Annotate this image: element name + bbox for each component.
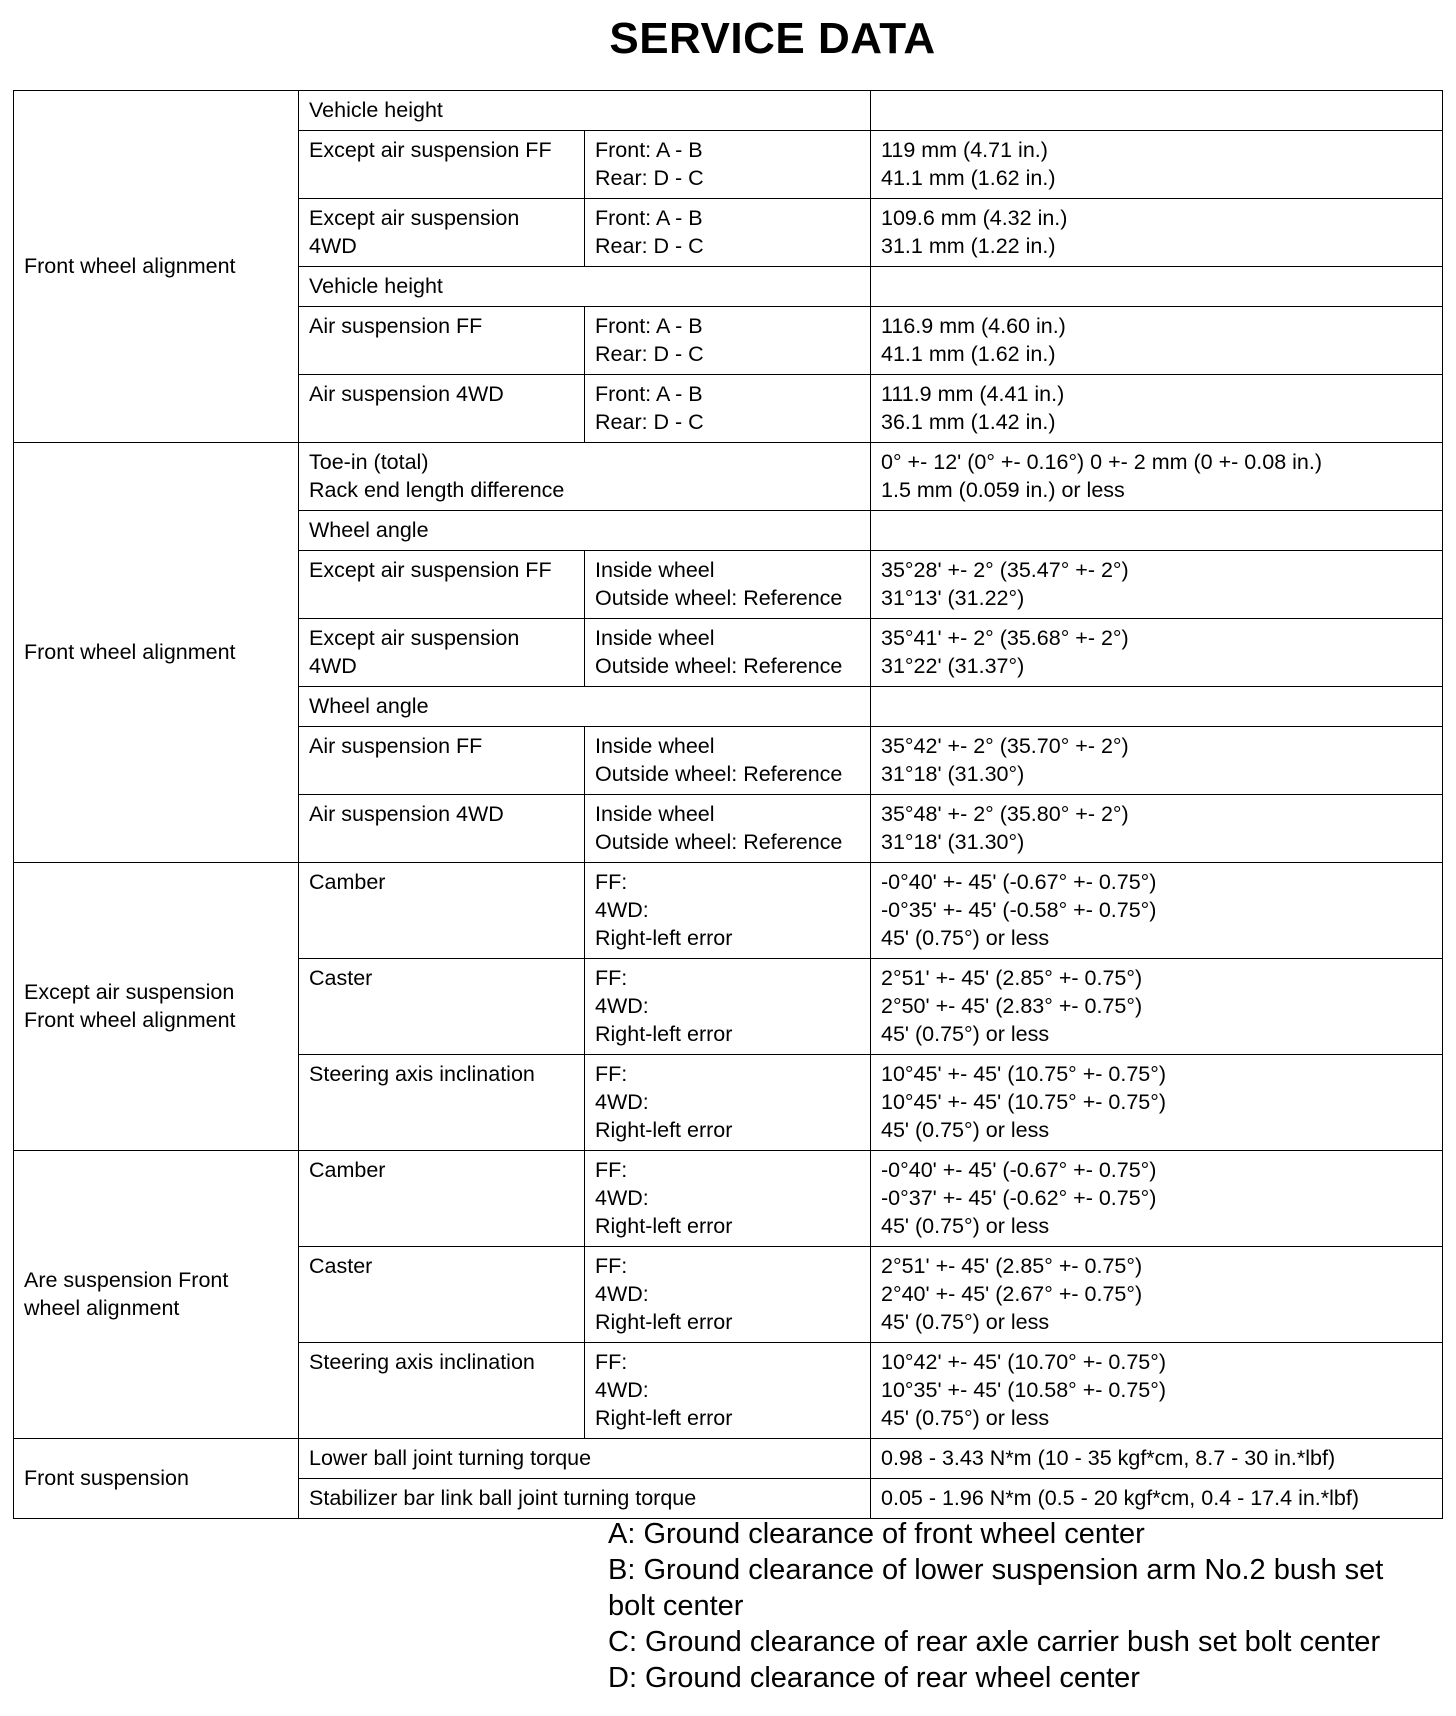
table-row bbox=[14, 91, 1443, 131]
value-cell: 35°48' +- 2° (35.80° +- 2°) 31°18' (31.30°) bbox=[871, 795, 1443, 863]
item-cell: Wheel angle bbox=[299, 687, 871, 727]
value-cell bbox=[871, 267, 1443, 307]
value-cell: 35°41' +- 2° (35.68° +- 2°) 31°22' (31.37°) bbox=[871, 619, 1443, 687]
value-cell bbox=[871, 687, 1443, 727]
value-cell: 35°42' +- 2° (35.70° +- 2°) 31°18' (31.30°) bbox=[871, 727, 1443, 795]
value-cell: 0.98 - 3.43 N*m (10 - 35 kgf*cm, 8.7 - 30 in.*lbf) bbox=[871, 1439, 1443, 1479]
condition-cell: Front: A - B Rear: D - C bbox=[585, 199, 871, 267]
condition-cell: Inside wheel Outside wheel: Reference bbox=[585, 551, 871, 619]
condition-cell: FF: 4WD: Right-left error bbox=[585, 959, 871, 1055]
condition-cell: Front: A - B Rear: D - C bbox=[585, 307, 871, 375]
value-cell: 10°45' +- 45' (10.75° +- 0.75°) 10°45' +- 45' (10.75° +- 0.75°) 45' (0.75°) or less bbox=[871, 1055, 1443, 1151]
legend-note-c: C: Ground clearance of rear axle carrier bush set bolt center bbox=[608, 1626, 1381, 1658]
condition-cell: Inside wheel Outside wheel: Reference bbox=[585, 619, 871, 687]
item-cell: Except air suspension FF bbox=[299, 131, 585, 199]
value-cell: -0°40' +- 45' (-0.67° +- 0.75°) -0°37' +- 45' (-0.62° +- 0.75°) 45' (0.75°) or less bbox=[871, 1151, 1443, 1247]
condition-cell: FF: 4WD: Right-left error bbox=[585, 1151, 871, 1247]
item-cell: Toe-in (total) Rack end length difference bbox=[299, 443, 871, 511]
value-cell: 0° +- 12' (0° +- 0.16°) 0 +- 2 mm (0 +- 0.08 in.) 1.5 mm (0.059 in.) or less bbox=[871, 443, 1443, 511]
legend-note-a: A: Ground clearance of front wheel center bbox=[608, 1518, 1145, 1550]
group-label: Front wheel alignment bbox=[14, 443, 299, 863]
group-label: Front suspension bbox=[14, 1439, 299, 1519]
item-cell: Caster bbox=[299, 959, 585, 1055]
item-cell: Air suspension FF bbox=[299, 727, 585, 795]
condition-cell: FF: 4WD: Right-left error bbox=[585, 1343, 871, 1439]
condition-cell: FF: 4WD: Right-left error bbox=[585, 1055, 871, 1151]
service-data-body bbox=[14, 91, 1443, 1519]
item-cell: Air suspension FF bbox=[299, 307, 585, 375]
item-cell: Steering axis inclination bbox=[299, 1055, 585, 1151]
condition-cell: FF: 4WD: Right-left error bbox=[585, 1247, 871, 1343]
condition-cell: Front: A - B Rear: D - C bbox=[585, 375, 871, 443]
table-row bbox=[14, 1439, 1443, 1479]
table-row bbox=[14, 863, 1443, 959]
value-cell: -0°40' +- 45' (-0.67° +- 0.75°) -0°35' +- 45' (-0.58° +- 0.75°) 45' (0.75°) or less bbox=[871, 863, 1443, 959]
group-label: Front wheel alignment bbox=[14, 91, 299, 443]
group-label: Are suspension Front wheel alignment bbox=[14, 1151, 299, 1439]
item-cell: Air suspension 4WD bbox=[299, 795, 585, 863]
value-cell: 35°28' +- 2° (35.47° +- 2°) 31°13' (31.22°) bbox=[871, 551, 1443, 619]
item-cell: Vehicle height bbox=[299, 91, 871, 131]
service-data-table bbox=[13, 90, 1443, 1519]
value-cell: 109.6 mm (4.32 in.) 31.1 mm (1.22 in.) bbox=[871, 199, 1443, 267]
item-cell: Wheel angle bbox=[299, 511, 871, 551]
value-cell: 2°51' +- 45' (2.85° +- 0.75°) 2°40' +- 45' (2.67° +- 0.75°) 45' (0.75°) or less bbox=[871, 1247, 1443, 1343]
table-row bbox=[14, 443, 1443, 511]
group-label: Except air suspension Front wheel alignment bbox=[14, 863, 299, 1151]
value-cell: 0.05 - 1.96 N*m (0.5 - 20 kgf*cm, 0.4 - 17.4 in.*lbf) bbox=[871, 1479, 1443, 1519]
item-cell: Camber bbox=[299, 1151, 585, 1247]
item-cell: Except air suspension 4WD bbox=[299, 619, 585, 687]
item-cell: Except air suspension FF bbox=[299, 551, 585, 619]
item-cell: Caster bbox=[299, 1247, 585, 1343]
item-cell: Except air suspension 4WD bbox=[299, 199, 585, 267]
value-cell: 119 mm (4.71 in.) 41.1 mm (1.62 in.) bbox=[871, 131, 1443, 199]
item-cell: Camber bbox=[299, 863, 585, 959]
value-cell: 111.9 mm (4.41 in.) 36.1 mm (1.42 in.) bbox=[871, 375, 1443, 443]
legend-note-b: B: Ground clearance of lower suspension arm No.2 bush set bolt center bbox=[608, 1554, 1384, 1622]
item-cell: Vehicle height bbox=[299, 267, 871, 307]
item-cell: Steering axis inclination bbox=[299, 1343, 585, 1439]
value-cell bbox=[871, 511, 1443, 551]
item-cell: Stabilizer bar link ball joint turning torque bbox=[299, 1479, 871, 1519]
condition-cell: Inside wheel Outside wheel: Reference bbox=[585, 727, 871, 795]
value-cell bbox=[871, 91, 1443, 131]
legend-note-d: D: Ground clearance of rear wheel center bbox=[608, 1662, 1140, 1694]
page-title: SERVICE DATA bbox=[609, 14, 936, 63]
legend-notes bbox=[608, 1516, 1438, 1696]
condition-cell: Front: A - B Rear: D - C bbox=[585, 131, 871, 199]
table-row bbox=[14, 1151, 1443, 1247]
item-cell: Lower ball joint turning torque bbox=[299, 1439, 871, 1479]
condition-cell: FF: 4WD: Right-left error bbox=[585, 863, 871, 959]
value-cell: 10°42' +- 45' (10.70° +- 0.75°) 10°35' +- 45' (10.58° +- 0.75°) 45' (0.75°) or less bbox=[871, 1343, 1443, 1439]
item-cell: Air suspension 4WD bbox=[299, 375, 585, 443]
value-cell: 116.9 mm (4.60 in.) 41.1 mm (1.62 in.) bbox=[871, 307, 1443, 375]
value-cell: 2°51' +- 45' (2.85° +- 0.75°) 2°50' +- 45' (2.83° +- 0.75°) 45' (0.75°) or less bbox=[871, 959, 1443, 1055]
condition-cell: Inside wheel Outside wheel: Reference bbox=[585, 795, 871, 863]
